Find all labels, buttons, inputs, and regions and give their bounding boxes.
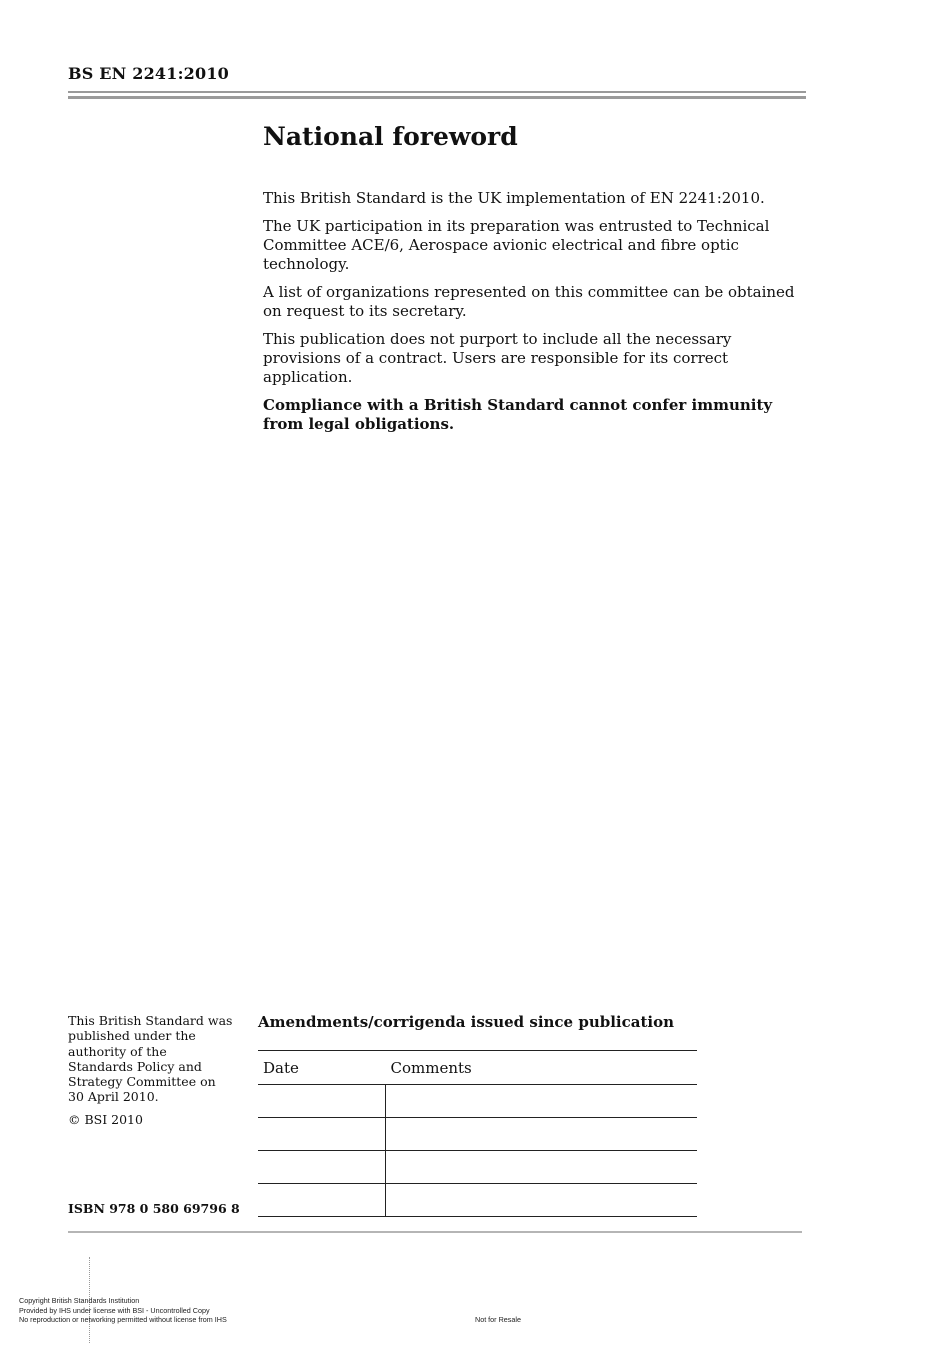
isbn: ISBN 978 0 580 69796 8 bbox=[68, 1201, 240, 1216]
column-header-comments: Comments bbox=[386, 1051, 698, 1085]
header-rule bbox=[68, 91, 806, 93]
foreword-body bbox=[263, 189, 803, 443]
table-cell-comments bbox=[386, 1151, 698, 1184]
table-cell-date bbox=[258, 1085, 386, 1118]
table-row bbox=[258, 1085, 697, 1118]
table-cell-date bbox=[258, 1184, 386, 1217]
amendments-title: Amendments/corrigenda issued since publication bbox=[258, 1013, 674, 1031]
table-row bbox=[258, 1151, 697, 1184]
paragraph-organizations: A list of organizations represented on this committee can be obtained on request to its secretary. bbox=[263, 283, 795, 320]
table-header-row bbox=[258, 1051, 697, 1085]
amendments-table bbox=[258, 1050, 697, 1217]
not-for-resale-label: Not for Resale bbox=[475, 1315, 521, 1324]
table-cell-date bbox=[258, 1118, 386, 1151]
table-row bbox=[258, 1118, 697, 1151]
table-cell-date bbox=[258, 1151, 386, 1184]
footer-rule bbox=[68, 1231, 802, 1233]
paragraph-compliance: Compliance with a British Standard cannot confer immunity from legal obligations. bbox=[263, 396, 773, 433]
page-title: National foreword bbox=[263, 122, 518, 151]
table-cell-comments bbox=[386, 1184, 698, 1217]
publication-note bbox=[68, 1013, 233, 1134]
footer-line-provided: Provided by IHS under license with BSI - Uncontrolled Copy bbox=[19, 1305, 210, 1315]
footer-line-reproduction: No reproduction or networking permitted without license from IHS bbox=[19, 1315, 227, 1325]
table-cell-comments bbox=[386, 1085, 698, 1118]
header-rule-thick bbox=[68, 96, 806, 99]
table-cell-comments bbox=[386, 1118, 698, 1151]
table-row bbox=[258, 1184, 697, 1217]
publication-statement: This British Standard was published under the authority of the Standards Policy and Strategy Committee on 30 April 2010. bbox=[68, 1013, 233, 1105]
ihs-copyright-footer bbox=[19, 1296, 227, 1325]
footer-line-copyright: Copyright British Standards Institution bbox=[19, 1296, 140, 1305]
paragraph-provisions: This publication does not purport to include all the necessary provisions of a contract. Users are responsible for its correct application. bbox=[263, 330, 732, 386]
paragraph-participation: The UK participation in its preparation was entrusted to Technical Committee ACE/6, Aerospace avionic electrical and fibre optic technology. bbox=[263, 217, 770, 273]
paragraph-implementation: This British Standard is the UK implementation of EN 2241:2010. bbox=[263, 189, 765, 207]
copyright-notice: © BSI 2010 bbox=[68, 1111, 143, 1127]
column-header-date: Date bbox=[258, 1051, 386, 1085]
document-id: BS EN 2241:2010 bbox=[68, 64, 230, 83]
